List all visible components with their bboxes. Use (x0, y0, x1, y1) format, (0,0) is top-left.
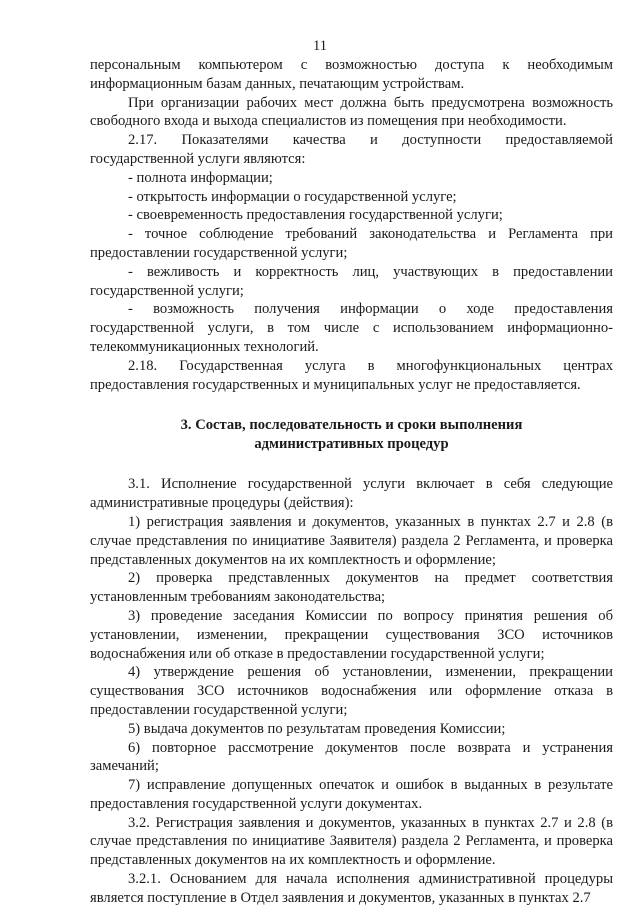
paragraph: 3.2. Регистрация заявления и документов, указанных в пунктах 2.7 и 2.8 (в случае представления по инициативе Заявителя) раздела 2 Регламента, и проверка представленных документов на их комплектность и оформление. (90, 814, 613, 869)
section-heading (90, 416, 613, 454)
list-item: 5) выдача документов по результатам проведения Комиссии; (128, 720, 506, 737)
list-item: 6) повторное рассмотрение документов после возврата и устранения замечаний; (90, 739, 613, 775)
list-item: - открытость информации о государственной услуге; (128, 188, 457, 205)
paragraph: 2.17. Показателями качества и доступности предоставляемой государственной услуги являются: (90, 132, 613, 167)
paragraph: 3.1. Исполнение государственной услуги включает в себя следующие административные процедуры (действия): (90, 476, 613, 512)
list-item: - своевременность предоставления государственной услуги; (128, 207, 503, 224)
document-body (90, 56, 613, 908)
paragraph: При организации рабочих мест должна быть предусмотрена возможность свободного входа и выхода специалистов из помещения при необходимости. (90, 94, 613, 130)
list-item: - вежливость и корректность лиц, участвующих в предоставлении государственной услуги; (90, 263, 613, 299)
list-item: 7) исправление допущенных опечаток и ошибок в выданных в результате предоставления государственной услуги документах. (90, 777, 613, 812)
list-item: 4) утверждение решения об установлении, изменении, прекращении существования ЗСО источников водоснабжения или оформление отказа в предоставлении государственной услуги; (90, 664, 613, 718)
paragraph: 3.2.1. Основанием для начала исполнения административной процедуры является поступление в Отдел заявления и документов, указанных в пунктах 2.7 (90, 871, 613, 906)
list-item: 1) регистрация заявления и документов, указанных в пунктах 2.7 и 2.8 (в случае представления по инициативе Заявителя) раздела 2 Регламента, и проверка представленных документов на их комплектность и оформление; (90, 513, 613, 568)
list-item: - полнота информации; (128, 169, 273, 186)
section-heading-line: 3. Состав, последовательность и сроки выполнения (180, 417, 523, 434)
paragraph: персональным компьютером с возможностью доступа к необходимым информационным базам данных, печатающим устройствам. (90, 57, 613, 92)
list-item: - точное соблюдение требований законодательства и Регламента при предоставлении государственной услуги; (90, 226, 613, 261)
list-item: 3) проведение заседания Комиссии по вопросу принятия решения об установлении, изменении, прекращении существования ЗСО источников водоснабжения или об отказе в предоставлении государственной услуги; (90, 607, 613, 662)
list-item: 2) проверка представленных документов на предмет соответствия установленным требованиям законодательства; (90, 570, 613, 606)
paragraph: 2.18. Государственная услуга в многофункциональных центрах предоставления государственных и муниципальных услуг не предоставляется. (90, 357, 613, 393)
list-item: - возможность получения информации о ходе предоставления государственной услуги, в том числе с использованием информационно-телекоммуникационных технологий. (90, 301, 613, 355)
page-number: 11 (313, 38, 327, 54)
section-heading-line: административных процедур (254, 436, 449, 453)
